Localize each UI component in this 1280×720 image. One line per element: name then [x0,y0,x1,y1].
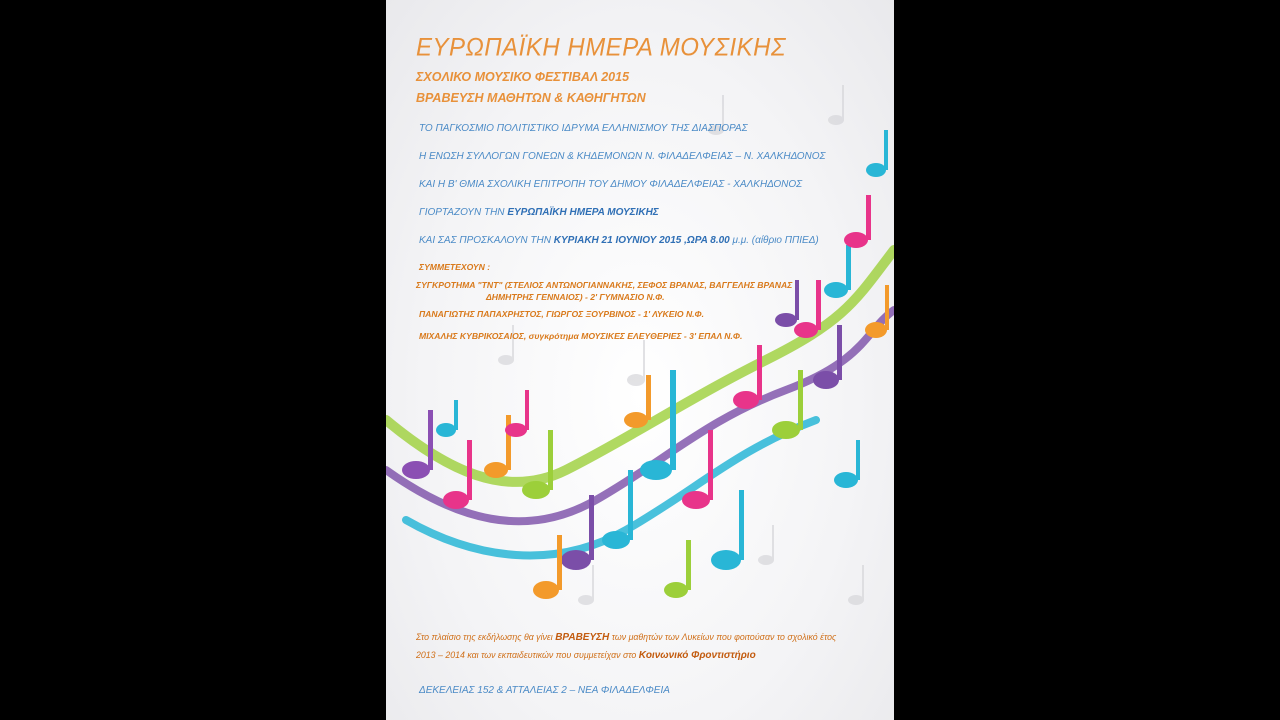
organizer-line-1: ΤΟ ΠΑΓΚΟΣΜΙΟ ΠΟΛΙΤΙΣΤΙΚΟ ΙΔΡΥΜΑ ΕΛΛΗΝΙΣΜΟΥ ΤΗΣ ΔΙΑΣΠΟΡΑΣ [419,123,748,134]
footer-1-suffix: των μαθητών των Λυκείων που φοιτούσαν το σχολικό έτος [609,632,837,642]
participant-3-italic: συγκρότημα [528,331,579,341]
invitation-date-time: ΚΥΡΙΑΚΗ 21 ΙΟΥΝΙΟΥ 2015 ,ΩΡΑ 8.00 [553,235,730,246]
celebration-prefix: ΓΙΟΡΤΑΖΟΥΝ ΤΗΝ [419,207,508,218]
organizer-line-2: Η ΕΝΩΣΗ ΣΥΛΛΟΓΩΝ ΓΟΝΕΩΝ & ΚΗΔΕΜΟΝΩΝ Ν. ΦΙΛΑΔΕΛΦΕΙΑΣ – Ν. ΧΑΛΚΗΔΟΝΟΣ [419,151,826,162]
event-poster [386,0,894,720]
invitation-prefix: ΚΑΙ ΣΑΣ ΠΡΟΣΚΑΛΟΥΝ ΤΗΝ [419,235,554,246]
participant-3-name: ΜΙΧΑΛΗΣ ΚΥΒΡΙΚΟΣΑΙΟΣ, [419,331,529,341]
participant-3-band: ΜΟΥΣΙΚΕΣ ΕΛΕΥΘΕΡΙΕΣ - 3' ΕΠΑΛ Ν.Φ. [578,331,743,341]
footer-2-prefix: 2013 – 2014 και των εκπαιδευτικών που συμμετείχαν στο [416,650,639,660]
participant-1-line-b: ΔΗΜΗΤΡΗΣ ΓΕΝΝΑΙΟΣ) - 2' ΓΥΜΝΑΣΙΟ Ν.Φ. [486,292,665,302]
music-notes-illustration [386,0,894,720]
invitation-line [419,235,819,246]
celebration-event-name: ΕΥΡΩΠΑΪΚΗ ΗΜΕΡΑ ΜΟΥΣΙΚΗΣ [507,207,659,218]
footer-line-2 [416,650,756,661]
participant-2: ΠΑΝΑΓΙΩΤΗΣ ΠΑΠΑΧΡΗΣΤΟΣ, ΓΙΩΡΓΟΣ ΞΟΥΡΒΙΝΟΣ - 1' ΛΥΚΕΙΟ Ν.Φ. [419,309,705,319]
organizer-line-3: ΚΑΙ Η Β' ΘΜΙΑ ΣΧΟΛΙΚΗ ΕΠΙΤΡΟΠΗ ΤΟΥ ΔΗΜΟΥ ΦΙΛΑΔΕΛΦΕΙΑΣ - ΧΑΛΚΗΔΟΝΟΣ [419,179,803,190]
venue-address: ΔΕΚΕΛΕΙΑΣ 152 & ΑΤΤΑΛΕΙΑΣ 2 – ΝΕΑ ΦΙΛΑΔΕΛΦΕΙΑ [419,685,670,696]
poster-subtitle-festival: ΣΧΟΛΙΚΟ ΜΟΥΣΙΚΟ ΦΕΣΤΙΒΑΛ 2015 [416,70,630,84]
footer-line-1 [416,632,836,643]
invitation-venue: μ.μ. (αίθριο ΠΠΙΕΔ) [729,235,819,246]
participant-1-line-a: ΣΥΓΚΡΟΤΗΜΑ "ΤΝΤ" (ΣΤΕΛΙΟΣ ΑΝΤΩΝΟΓΙΑΝΝΑΚΗΣ, ΣΕΦΟΣ ΒΡΑΝΑΣ, ΒΑΓΓΕΛΗΣ ΒΡΑΝΑΣ [416,280,793,290]
participant-3 [419,331,742,341]
poster-title: ΕΥΡΩΠΑΪΚΗ ΗΜΕΡΑ ΜΟΥΣΙΚΗΣ [416,33,786,62]
poster-subtitle-awards: ΒΡΑΒΕΥΣΗ ΜΑΘΗΤΩΝ & ΚΑΘΗΓΗΤΩΝ [416,91,646,105]
celebration-line [419,207,659,218]
participants-label: ΣΥΜΜΕΤΕΧΟΥΝ : [419,262,491,272]
footer-1-prefix: Στο πλαίσιο της εκδήλωσης θα γίνει [416,632,556,642]
footer-2-program: Κοινωνικό Φροντιστήριο [638,650,756,661]
footer-1-award: ΒΡΑΒΕΥΣΗ [555,632,610,643]
